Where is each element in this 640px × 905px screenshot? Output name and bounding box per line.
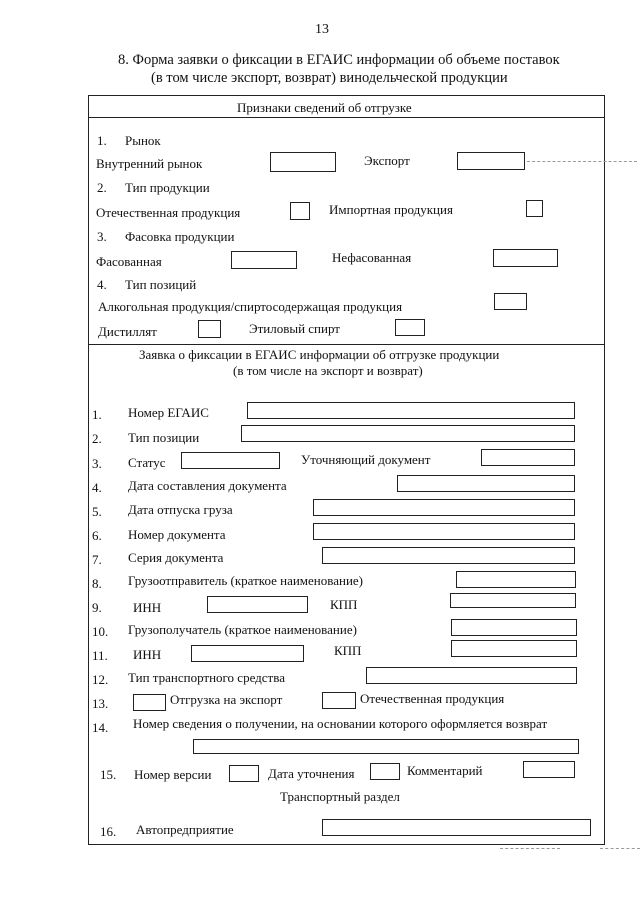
scan-artifact (500, 848, 560, 849)
consignee-kpp-label: КПП (334, 643, 362, 658)
packed-checkbox[interactable] (231, 251, 297, 269)
row12-num: 12. (92, 672, 109, 687)
domestic-product2-label: Отечественная продукция (360, 691, 505, 706)
row15-num: 15. (100, 767, 117, 782)
distillate-label: Дистиллят (98, 324, 157, 339)
product-type-num: 2. (97, 180, 107, 195)
import-product-checkbox[interactable] (526, 200, 543, 217)
market-num: 1. (97, 133, 107, 148)
alcohol-checkbox[interactable] (494, 293, 527, 310)
form-title-line1: 8. Форма заявки о фиксации в ЕГАИС информации об объеме поставок (118, 52, 560, 68)
shipper-inn-field[interactable] (207, 596, 308, 613)
row10-num: 10. (92, 624, 109, 639)
version-field[interactable] (229, 765, 259, 782)
status-label: Статус (128, 455, 166, 470)
section2-header-line1: Заявка о фиксации в ЕГАИС информации об отгрузке продукции (139, 347, 500, 362)
distillate-checkbox[interactable] (198, 320, 221, 338)
vehicle-type-field[interactable] (366, 667, 577, 684)
ethyl-checkbox[interactable] (395, 319, 425, 336)
export-shipment-checkbox[interactable] (133, 694, 166, 711)
domestic-product-label: Отечественная продукция (96, 205, 241, 220)
row1-num: 1. (92, 407, 102, 422)
header-divider (88, 117, 605, 118)
import-product-label: Импортная продукция (329, 202, 453, 217)
form-title-line2: (в том числе экспорт, возврат) винодельческой продукции (151, 70, 508, 86)
position-type-label: Тип позиций (125, 277, 197, 292)
scan-artifact (600, 848, 640, 849)
row11-num: 11. (92, 648, 108, 663)
shipment-date-label: Дата отпуска груза (128, 502, 233, 517)
consignee-kpp-field[interactable] (451, 640, 577, 657)
shipment-date-field[interactable] (313, 499, 575, 516)
unpacked-checkbox[interactable] (493, 249, 558, 267)
doc-date-label: Дата составления документа (128, 478, 287, 493)
domestic-market-checkbox[interactable] (270, 152, 336, 172)
motor-company-label: Автопредприятие (136, 822, 234, 837)
status-field[interactable] (181, 452, 280, 469)
version-label: Номер версии (134, 767, 212, 782)
row2-num: 2. (92, 431, 102, 446)
row9-num: 9. (92, 600, 102, 615)
export-label: Экспорт (364, 153, 410, 168)
motor-company-field[interactable] (322, 819, 591, 836)
domestic-market-label: Внутренний рынок (96, 156, 203, 171)
doc-number-field[interactable] (313, 523, 575, 540)
scan-artifact (527, 161, 637, 162)
product-type-label: Тип продукции (125, 180, 210, 195)
row13-num: 13. (92, 696, 109, 711)
doc-number-label: Номер документа (128, 527, 226, 542)
packaging-num: 3. (97, 229, 107, 244)
unpacked-label: Нефасованная (332, 250, 412, 265)
row4-num: 4. (92, 480, 102, 495)
transport-section-header: Транспортный раздел (280, 789, 400, 804)
shipper-label: Грузоотправитель (краткое наименование) (128, 573, 364, 588)
shipper-inn-label: ИНН (133, 600, 162, 615)
export-checkbox[interactable] (457, 152, 525, 170)
page-number: 13 (315, 22, 329, 37)
clarify-date-field[interactable] (370, 763, 400, 780)
alcohol-label: Алкогольная продукция/спиртосодержащая продукция (98, 299, 403, 314)
position-type-num: 4. (97, 277, 107, 292)
doc-date-field[interactable] (397, 475, 575, 492)
comment-label: Комментарий (407, 763, 483, 778)
market-label: Рынок (125, 133, 161, 148)
shipper-kpp-field[interactable] (450, 593, 576, 608)
receipt-number-field[interactable] (193, 739, 579, 754)
packaging-label: Фасовка продукции (125, 229, 235, 244)
position-type-field[interactable] (241, 425, 575, 442)
row16-num: 16. (100, 824, 117, 839)
shipper-field[interactable] (456, 571, 576, 588)
domestic-product2-checkbox[interactable] (322, 692, 356, 709)
section1-header: Признаки сведений об отгрузке (237, 100, 412, 115)
egais-number-label: Номер ЕГАИС (128, 405, 209, 420)
packed-label: Фасованная (96, 254, 162, 269)
doc-series-label: Серия документа (128, 550, 224, 565)
receipt-number-label: Номер сведения о получении, на основании которого оформляется возврат (133, 716, 548, 731)
doc-series-field[interactable] (322, 547, 575, 564)
clarifying-doc-field[interactable] (481, 449, 575, 466)
row3-num: 3. (92, 456, 102, 471)
vehicle-type-label: Тип транспортного средства (128, 670, 285, 685)
consignee-inn-field[interactable] (191, 645, 304, 662)
row7-num: 7. (92, 552, 102, 567)
section-divider (88, 344, 605, 345)
row5-num: 5. (92, 504, 102, 519)
clarify-date-label: Дата уточнения (268, 766, 355, 781)
ethyl-label: Этиловый спирт (249, 321, 340, 336)
position-type-label: Тип позиции (128, 430, 200, 445)
egais-number-field[interactable] (247, 402, 575, 419)
domestic-product-checkbox[interactable] (290, 202, 310, 220)
section2-header-line2: (в том числе на экспорт и возврат) (233, 363, 423, 378)
export-shipment-label: Отгрузка на экспорт (170, 692, 283, 707)
consignee-field[interactable] (451, 619, 577, 636)
row6-num: 6. (92, 528, 102, 543)
row8-num: 8. (92, 576, 102, 591)
consignee-inn-label: ИНН (133, 647, 162, 662)
shipper-kpp-label: КПП (330, 597, 358, 612)
clarifying-doc-label: Уточняющий документ (301, 452, 431, 467)
consignee-label: Грузополучатель (краткое наименование) (128, 622, 357, 637)
row14-num: 14. (92, 720, 109, 735)
comment-field[interactable] (523, 761, 575, 778)
